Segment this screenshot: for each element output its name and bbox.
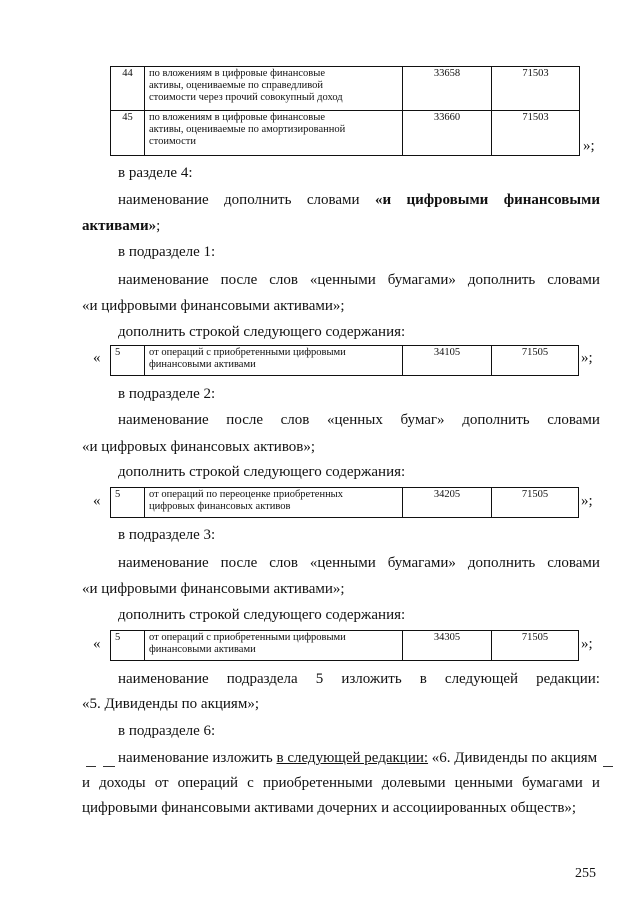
row-text-line: стоимости — [149, 136, 197, 147]
scan-artifact-dash — [603, 766, 613, 767]
word: после — [220, 555, 258, 571]
word: изложить — [341, 671, 402, 687]
word: словами — [547, 412, 600, 428]
subsection-1-name-cont: «и цифровыми финансовыми активами»; — [82, 298, 345, 314]
row-text-line: от операций с приобретенными цифровыми — [149, 347, 346, 358]
text: наименование изложить — [118, 750, 277, 766]
symbol-code: 71505 — [492, 346, 579, 376]
subsection-3-name-line — [118, 553, 600, 573]
word: 5 — [315, 671, 324, 687]
scan-artifact-dash — [86, 766, 96, 767]
word: наименование — [118, 555, 209, 571]
row-number: 5 — [111, 488, 145, 518]
row-number: 45 — [111, 111, 145, 156]
text: ; — [156, 218, 161, 234]
word: наименование — [118, 272, 209, 288]
opening-quote: « — [93, 636, 101, 652]
word: операций — [177, 775, 239, 791]
word: «и — [374, 192, 392, 208]
word: бумагами — [522, 775, 583, 791]
text: «6. Дивиденды по акциям — [428, 750, 598, 766]
opening-quote: « — [93, 350, 101, 366]
row-description — [145, 488, 403, 518]
opening-quote: « — [93, 493, 101, 509]
subsection-1-table — [110, 345, 579, 376]
word: с — [247, 775, 254, 791]
word: в — [419, 671, 427, 687]
subsection-2-table — [110, 487, 579, 518]
underlined-text: в следующей редакции: — [276, 750, 429, 766]
word: цифровыми — [406, 192, 489, 208]
word: дополнить — [467, 272, 536, 288]
subsection-1-add-line: дополнить строкой следующего содержания: — [118, 324, 406, 340]
closing-quote: »; — [581, 636, 593, 652]
word: «ценных — [327, 412, 383, 428]
word: словами — [547, 272, 600, 288]
row-text-line: по вложениям в цифровые финансовые — [149, 112, 325, 123]
word: слов — [280, 412, 310, 428]
subsection-6-label: в подразделе 6: — [118, 723, 216, 739]
word: после — [220, 272, 258, 288]
word: ценными — [454, 775, 513, 791]
section-4-name-line — [118, 190, 600, 210]
word: бумагами» — [387, 272, 456, 288]
word: следующей — [444, 671, 519, 687]
word: и — [82, 775, 91, 791]
account-code: 34105 — [403, 346, 492, 376]
word: слов — [269, 272, 298, 288]
subsection-2-name-cont: «и цифровых финансовых активов»; — [82, 439, 316, 455]
word: дополнить — [462, 412, 530, 428]
subsection-6-line-2 — [82, 773, 600, 793]
account-code: 33660 — [403, 111, 492, 156]
row-text-line: стоимости через прочий совокупный доход — [149, 92, 343, 103]
row-description — [145, 67, 403, 111]
subsection-3-table — [110, 630, 579, 661]
closing-quote: »; — [581, 350, 593, 366]
symbol-code: 71505 — [492, 631, 579, 661]
word: словами — [306, 192, 360, 208]
section-4-label: в разделе 4: — [118, 165, 193, 181]
row-text-line: от операций по переоценке приобретенных — [149, 489, 343, 500]
subsection-2-label: в подразделе 2: — [118, 386, 216, 402]
row-number: 5 — [111, 631, 145, 661]
row-text-line: активы, оцениваемые по амортизированной — [149, 124, 346, 135]
word: подраздела — [226, 671, 298, 687]
word: доходы — [99, 775, 146, 791]
word: наименование — [118, 412, 209, 428]
account-code: 34205 — [403, 488, 492, 518]
word: наименование — [118, 671, 209, 687]
word: долевыми — [381, 775, 446, 791]
word: «ценными — [309, 272, 376, 288]
row-text-line: финансовыми активами — [149, 644, 256, 655]
subsection-3-add-line: дополнить строкой следующего содержания: — [118, 607, 406, 623]
subsection-3-name-cont: «и цифровыми финансовыми активами»; — [82, 581, 345, 597]
row-text-line: цифровых финансовых активов — [149, 501, 291, 512]
subsection-6-line-1 — [118, 748, 597, 768]
row-number: 44 — [111, 67, 145, 111]
table-row — [111, 67, 580, 111]
closing-quote: »; — [583, 138, 595, 154]
row-description — [145, 631, 403, 661]
row-text-line: финансовыми активами — [149, 359, 256, 370]
top-table — [110, 66, 580, 156]
word: дополнить — [467, 555, 536, 571]
word: после — [226, 412, 263, 428]
row-text-line: от операций с приобретенными цифровыми — [149, 632, 346, 643]
word: бумаг» — [400, 412, 445, 428]
word: наименование — [118, 192, 209, 208]
word: слов — [269, 555, 298, 571]
subsection-5-name-cont: «5. Дивиденды по акциям»; — [82, 696, 259, 712]
table-row — [111, 346, 579, 376]
word: словами — [547, 555, 600, 571]
subsection-3-label: в подразделе 3: — [118, 527, 216, 543]
subsection-5-name-line — [118, 669, 600, 689]
table-row — [111, 488, 579, 518]
table-row — [111, 111, 580, 156]
row-number: 5 — [111, 346, 145, 376]
account-code: 33658 — [403, 67, 492, 111]
subsection-2-add-line: дополнить строкой следующего содержания: — [118, 464, 406, 480]
row-description — [145, 346, 403, 376]
word: дополнить — [224, 192, 292, 208]
word: и — [591, 775, 600, 791]
word: финансовыми — [503, 192, 600, 208]
word: бумагами» — [387, 555, 456, 571]
account-code: 34305 — [403, 631, 492, 661]
row-text-line: активы, оцениваемые по справедливой — [149, 80, 324, 91]
closing-quote: »; — [581, 493, 593, 509]
word: от — [154, 775, 169, 791]
word: приобретенными — [262, 775, 373, 791]
table-row — [111, 631, 579, 661]
page-number: 255 — [575, 866, 596, 881]
subsection-6-line-3: цифровыми финансовыми активами дочерних и ассоциированных обществ»; — [82, 800, 577, 816]
section-4-name-cont — [82, 216, 160, 236]
subsection-1-label: в подразделе 1: — [118, 244, 216, 260]
row-text-line: по вложениям в цифровые финансовые — [149, 68, 325, 79]
symbol-code: 71503 — [492, 111, 580, 156]
row-description — [145, 111, 403, 156]
bold-text: активами» — [82, 218, 157, 234]
word: «ценными — [309, 555, 376, 571]
word: редакции: — [536, 671, 600, 687]
subsection-1-name-line — [118, 270, 600, 290]
symbol-code: 71503 — [492, 67, 580, 111]
subsection-2-name-line — [118, 410, 600, 430]
scan-artifact-dash — [103, 766, 115, 767]
symbol-code: 71505 — [492, 488, 579, 518]
